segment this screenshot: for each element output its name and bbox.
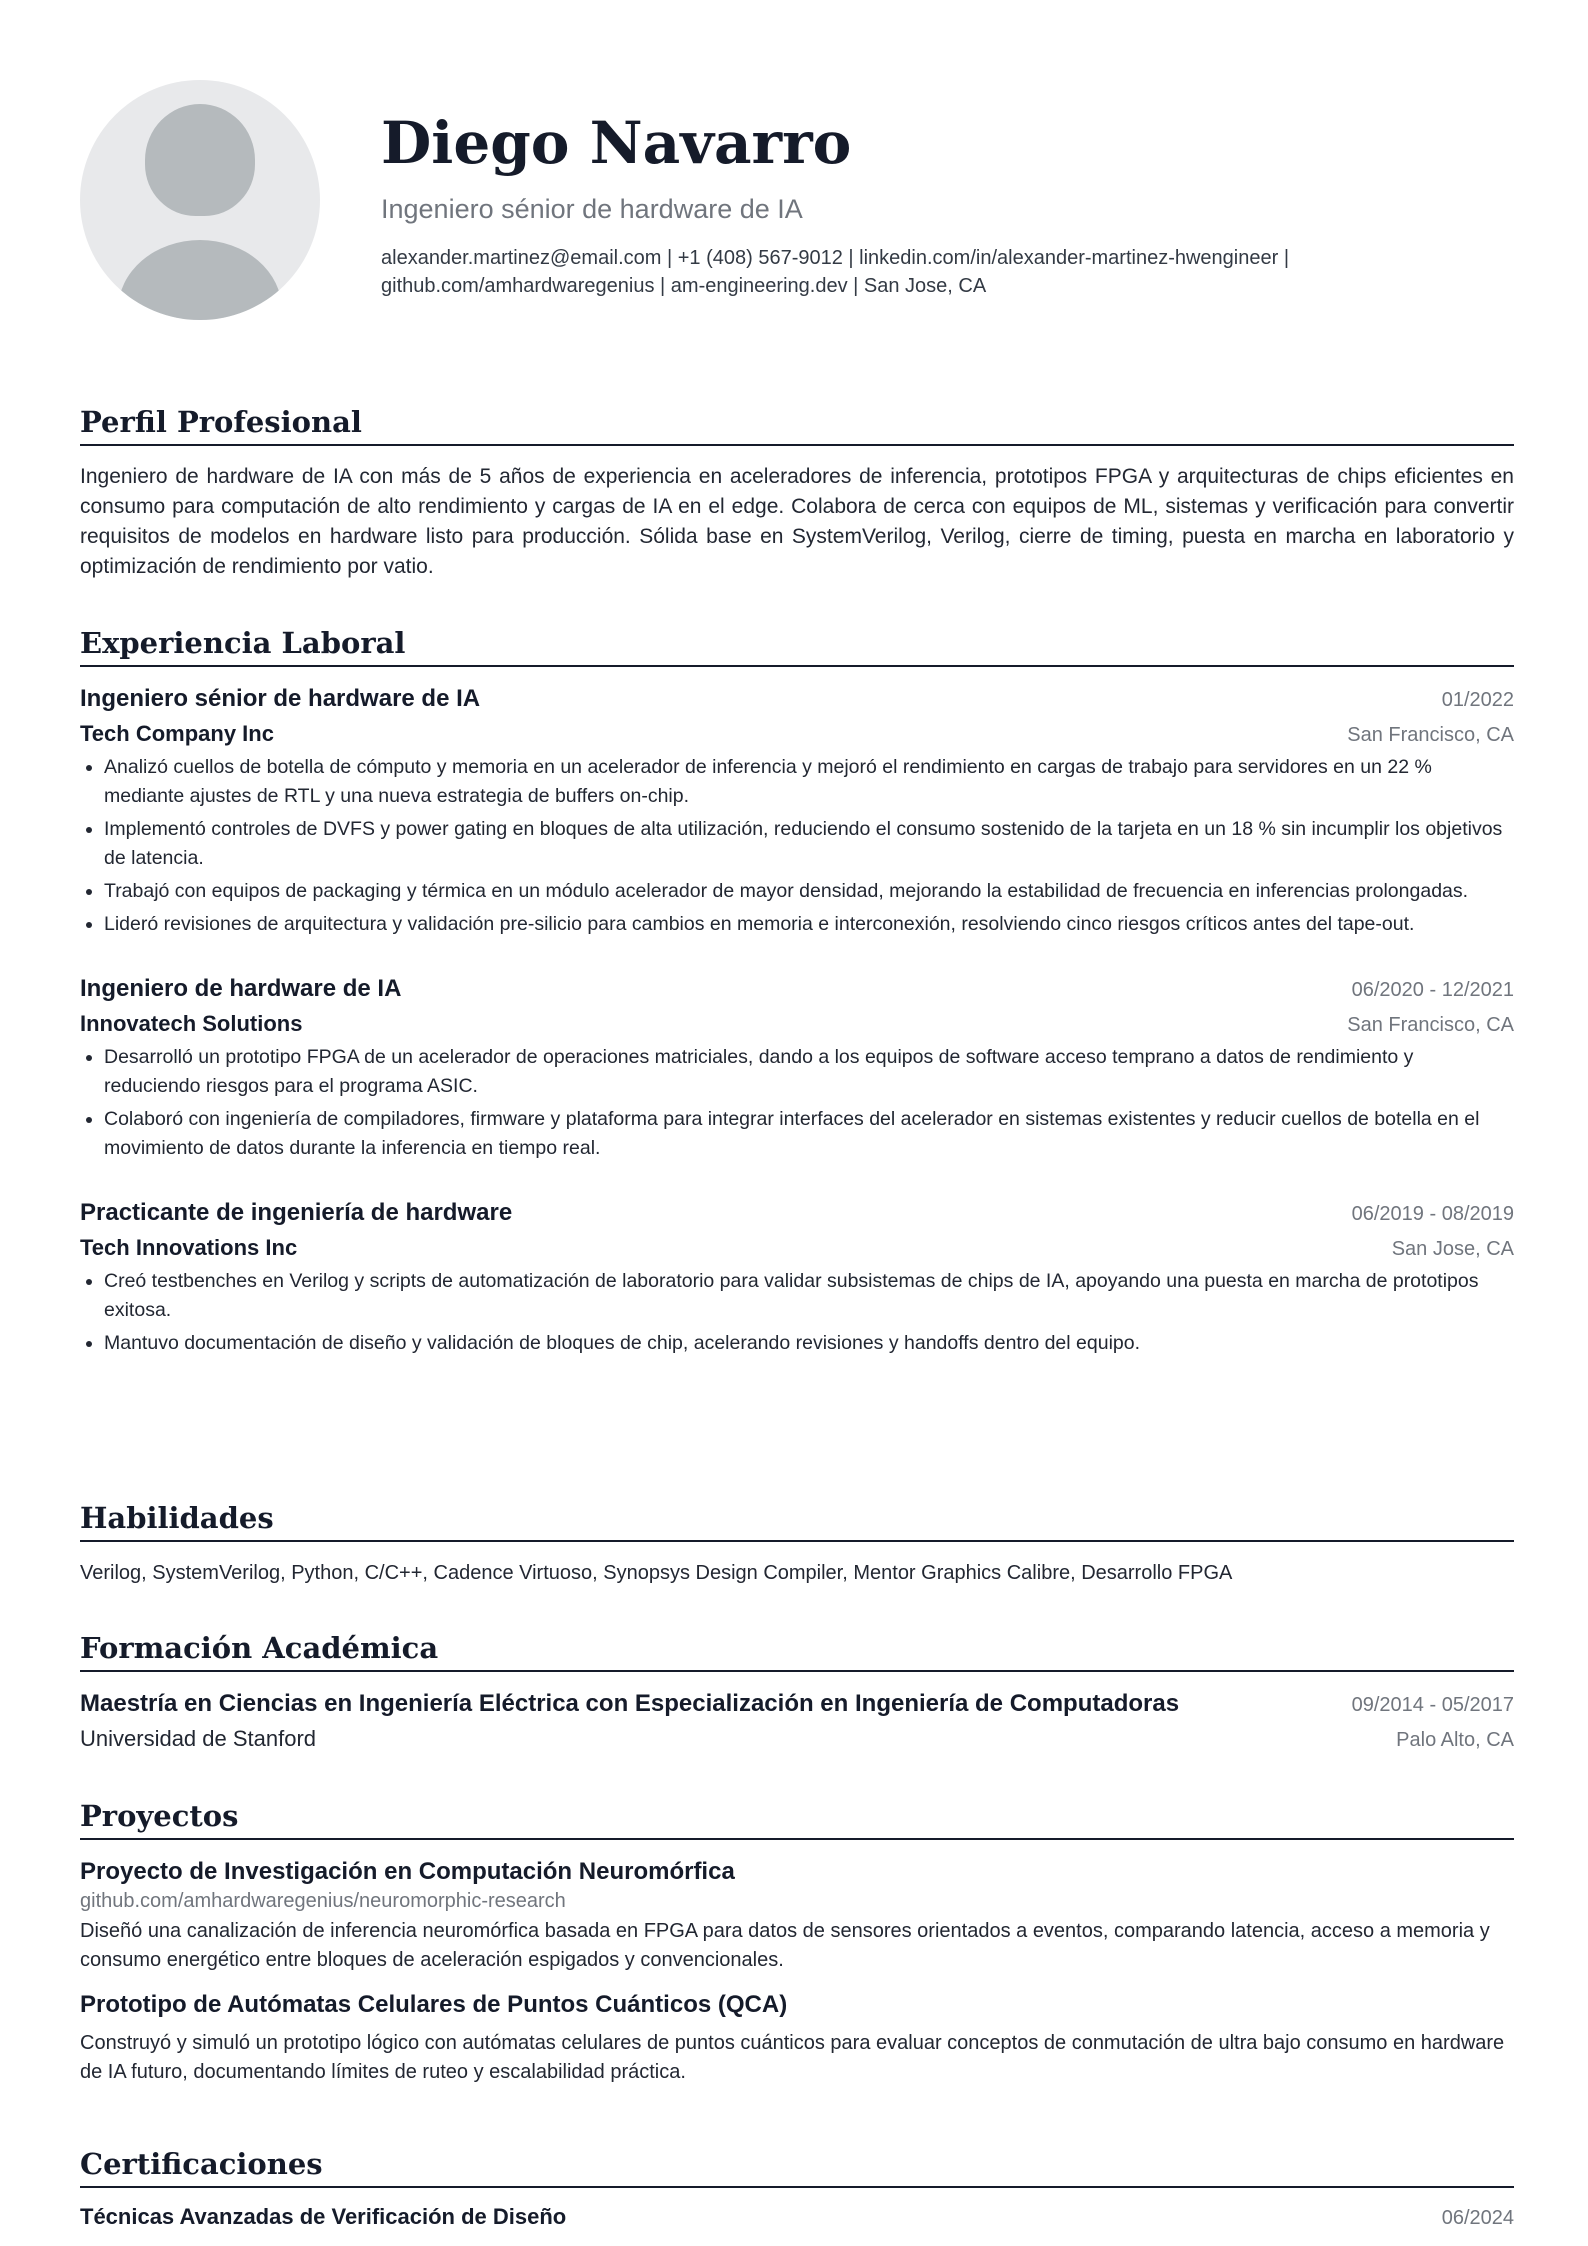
profile-heading: Perfil Profesional	[80, 404, 1514, 446]
education-date: 09/2014 - 05/2017	[1351, 1694, 1514, 1716]
project-description: Diseñó una canalización de inferencia neuromórfica basada en FPGA para datos de sensores orientados a eventos, comparando latencia, acceso a memoria y consumo energético entre bloques de aceleración espigados y convencionales.	[80, 1920, 1490, 1971]
contact-info	[381, 244, 1511, 300]
project-link: github.com/amhardwaregenius/neuromorphic-research	[80, 1890, 566, 1912]
project-item	[80, 1858, 1514, 1975]
job-company: Innovatech Solutions	[80, 1011, 303, 1036]
certification-date: 06/2024	[1441, 2207, 1514, 2229]
candidate-name: Diego Navarro	[381, 109, 852, 177]
job-entry	[80, 685, 1514, 939]
job-entry	[80, 975, 1514, 1163]
contact-line-1: alexander.martinez@email.com | +1 (408) 567-9012 | linkedin.com/in/alexander-martinez-hwengineer |	[381, 247, 1290, 269]
job-title: Ingeniero sénior de hardware de IA	[80, 685, 481, 712]
job-bullet: • Trabajó con equipos de packaging y térmica en un módulo acelerador de mayor densidad, mejorando la estabilidad de frecuencia en inferencias prolongadas.	[104, 877, 1514, 906]
job-bullets	[80, 1043, 1514, 1163]
education-school: Universidad de Stanford	[80, 1726, 317, 1751]
skills-text: Verilog, SystemVerilog, Python, C/C++, Cadence Virtuoso, Synopsys Design Compiler, Mentor Graphics Calibre, Desarrollo FPGA	[80, 1562, 1233, 1584]
job-date: 06/2019 - 08/2019	[1351, 1203, 1514, 1225]
experience-heading: Experiencia Laboral	[80, 625, 1514, 667]
job-company: Tech Innovations Inc	[80, 1235, 298, 1260]
projects-section	[80, 1798, 1514, 2087]
job-date: 06/2020 - 12/2021	[1351, 979, 1514, 1001]
job-bullet: • Lideró revisiones de arquitectura y validación pre-silicio para cambios en memoria e interconexión, resolviendo cinco riesgos críticos antes del tape-out.	[104, 910, 1514, 939]
job-bullet: • Desarrolló un prototipo FPGA de un acelerador de operaciones matriciales, dando a los equipos de software acceso temprano a datos de rendimiento y reduciendo riesgos para el programa ASIC.	[104, 1043, 1514, 1101]
contact-line-2: github.com/amhardwaregenius | am-engineering.dev | San Jose, CA	[381, 275, 987, 297]
job-entry	[80, 1199, 1514, 1358]
education-section	[80, 1630, 1514, 1752]
education-degree: Maestría en Ciencias en Ingeniería Eléctrica con Especialización en Ingeniería de Computadoras	[80, 1690, 1180, 1717]
education-heading: Formación Académica	[80, 1630, 1514, 1672]
project-item	[80, 1991, 1514, 2087]
project-title: Prototipo de Autómatas Celulares de Puntos Cuánticos (QCA)	[80, 1991, 788, 2018]
project-title: Proyecto de Investigación en Computación Neuromórfica	[80, 1858, 735, 1885]
skills-section	[80, 1500, 1514, 1588]
skills-heading: Habilidades	[80, 1500, 1514, 1542]
certification-item	[80, 2204, 1514, 2230]
job-location: San Francisco, CA	[1347, 1014, 1514, 1036]
job-title: Ingeniero de hardware de IA	[80, 975, 402, 1002]
job-bullets	[80, 753, 1514, 939]
avatar	[80, 80, 320, 320]
candidate-title: Ingeniero sénior de hardware de IA	[381, 194, 803, 224]
job-date: 01/2022	[1441, 689, 1514, 711]
avatar-head-shape	[145, 104, 255, 216]
avatar-body-shape	[118, 240, 282, 320]
job-bullet: • Colaboró con ingeniería de compiladores, firmware y plataforma para integrar interfaces del acelerador en sistemas existentes y reducir cuellos de botella en el movimiento de datos durante la inferencia en tiempo real.	[104, 1105, 1514, 1163]
job-bullet: • Analizó cuellos de botella de cómputo y memoria en un acelerador de inferencia y mejoró el rendimiento en cargas de trabajo para servidores en un 22 % mediante ajustes de RTL y una nueva estrategia de buffers on-chip.	[104, 753, 1514, 811]
job-company: Tech Company Inc	[80, 721, 274, 746]
job-bullet: • Creó testbenches en Verilog y scripts de automatización de laboratorio para validar subsistemas de chips de IA, apoyando una puesta en marcha de prototipos exitosa.	[104, 1267, 1514, 1325]
profile-text: Ingeniero de hardware de IA con más de 5 años de experiencia en aceleradores de inferencia, prototipos FPGA y arquitecturas de chips eficientes en consumo para computación de alto rendimiento y cargas de IA en el edge. Colabora de cerca con equipos de ML, sistemas y verificación para convertir requisitos de modelos en hardware listo para producción. Sólida base en SystemVerilog, Verilog, cierre de timing, puesta en marcha en laboratorio y optimización de rendimiento por vatio.	[80, 465, 1514, 578]
projects-heading: Proyectos	[80, 1798, 1514, 1840]
certification-title: Técnicas Avanzadas de Verificación de Diseño	[80, 2204, 567, 2229]
header	[381, 108, 1511, 300]
job-location: San Jose, CA	[1391, 1238, 1514, 1260]
job-bullets	[80, 1267, 1514, 1358]
project-description: Construyó y simuló un prototipo lógico con autómatas celulares de puntos cuánticos para evaluar conceptos de conmutación de ultra bajo consumo en hardware de IA futuro, documentando límites de ruteo y escalabilidad práctica.	[80, 2032, 1505, 2083]
job-location: San Francisco, CA	[1347, 724, 1514, 746]
education-location: Palo Alto, CA	[1396, 1729, 1514, 1751]
certifications-section	[80, 2146, 1514, 2230]
certifications-heading: Certificaciones	[80, 2146, 1514, 2188]
profile-section	[80, 404, 1514, 582]
job-title: Practicante de ingeniería de hardware	[80, 1199, 513, 1226]
experience-section	[80, 625, 1514, 1362]
job-bullet: • Mantuvo documentación de diseño y validación de bloques de chip, acelerando revisiones y handoffs dentro del equipo.	[104, 1329, 1514, 1358]
job-bullet: • Implementó controles de DVFS y power gating en bloques de alta utilización, reduciendo el consumo sostenido de la tarjeta en un 18 % sin incumplir los objetivos de latencia.	[104, 815, 1514, 873]
